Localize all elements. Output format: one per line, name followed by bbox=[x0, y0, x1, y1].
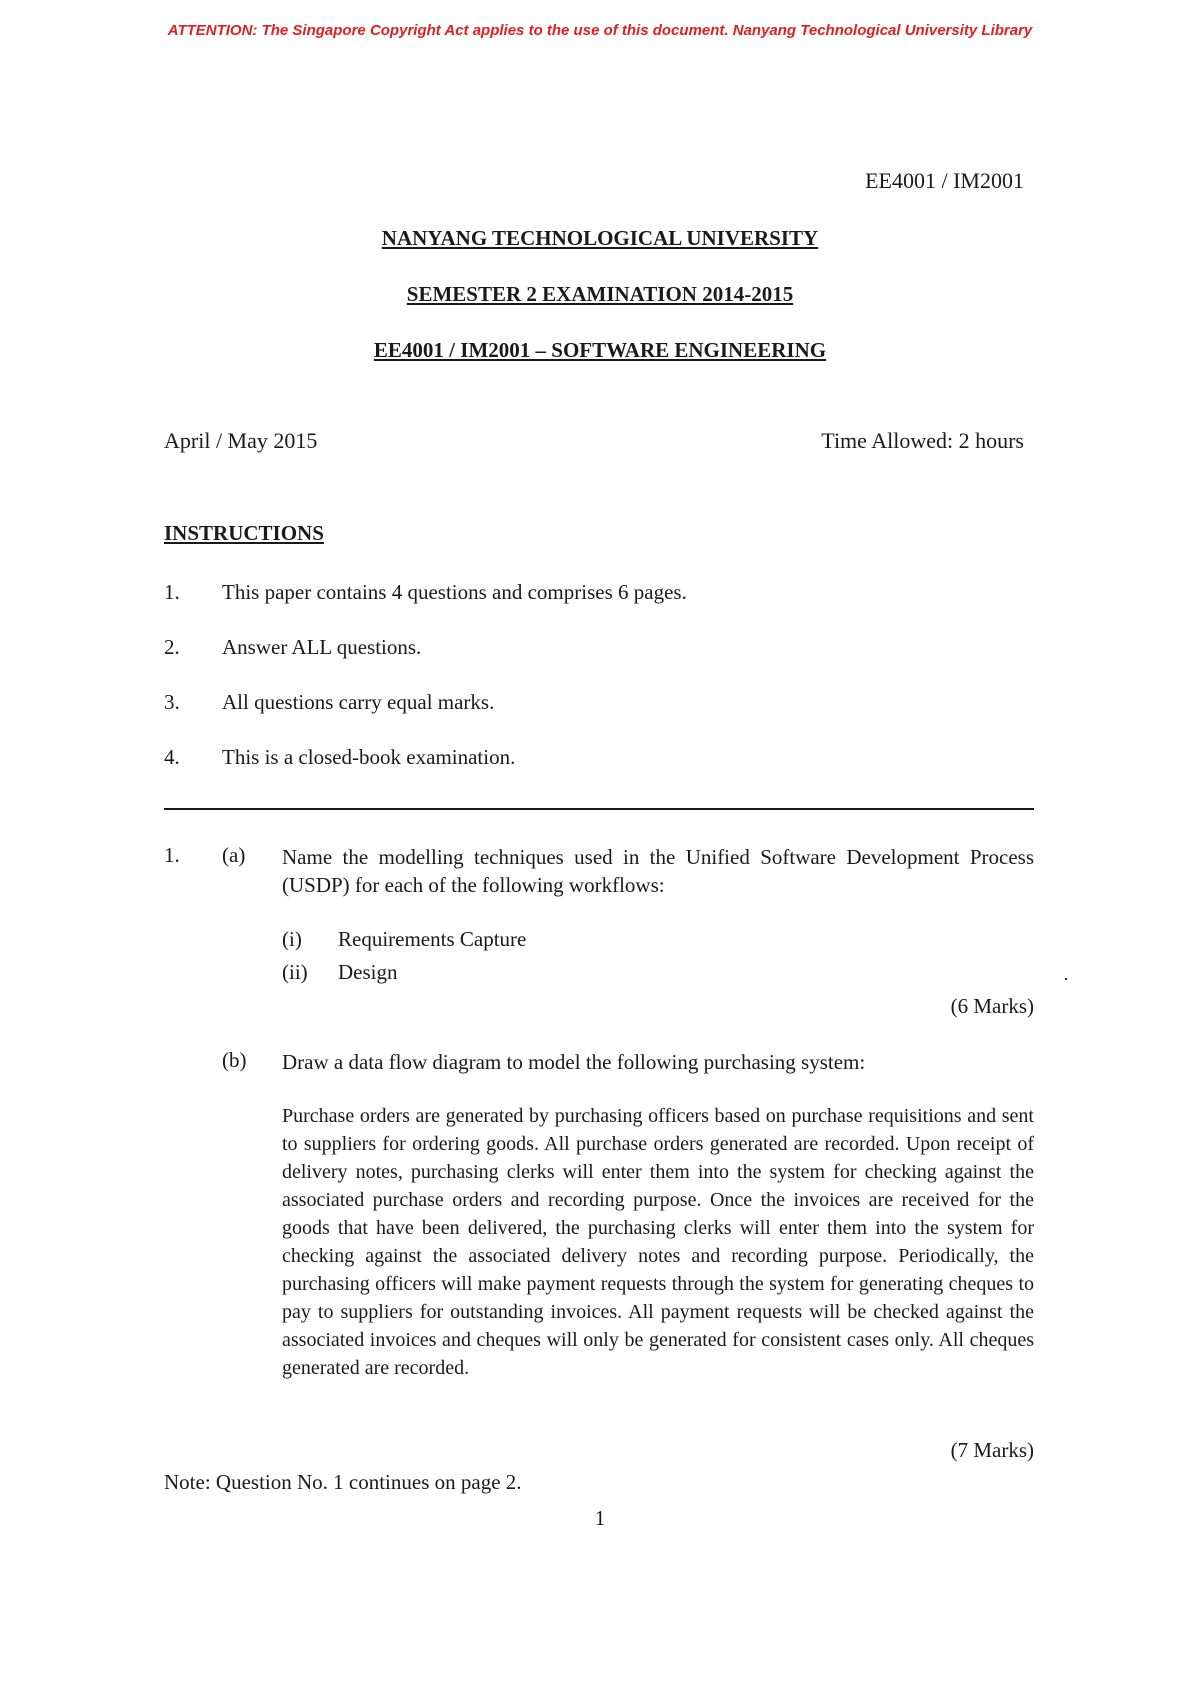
instruction-text: Answer ALL questions. bbox=[222, 635, 422, 659]
instruction-text: This is a closed-book examination. bbox=[222, 745, 516, 769]
instruction-number: 1. bbox=[164, 580, 180, 604]
copyright-watermark: ATTENTION: The Singapore Copyright Act applies to the use of this document. Nanyang Technological University Library bbox=[167, 22, 1033, 39]
instruction-item bbox=[164, 580, 687, 605]
workflow-roman: (ii) bbox=[282, 960, 308, 984]
workflow-roman: (i) bbox=[282, 927, 302, 951]
question-number: 1. bbox=[164, 843, 180, 867]
instruction-item bbox=[164, 690, 494, 715]
workflow-text: Design bbox=[338, 960, 398, 984]
part-a-text: Name the modelling techniques used in the Unified Software Development Process (USDP) for each of the following workflows: bbox=[282, 845, 1034, 897]
instruction-item bbox=[164, 745, 515, 770]
time-allowed: Time Allowed: 2 hours bbox=[821, 428, 1024, 453]
scan-speck bbox=[1065, 978, 1067, 980]
instruction-number: 3. bbox=[164, 690, 180, 714]
exam-title: SEMESTER 2 EXAMINATION 2014-2015 bbox=[406, 282, 794, 306]
course-title: EE4001 / IM2001 – SOFTWARE ENGINEERING bbox=[373, 338, 827, 362]
course-code: EE4001 / IM2001 bbox=[865, 168, 1024, 193]
continuation-note: Note: Question No. 1 continues on page 2. bbox=[164, 1470, 522, 1494]
purchasing-system-description: Purchase orders are generated by purchasing officers based on purchase requisitions and sent to suppliers for ordering goods. All purchase orders generated are recorded. Upon receipt of delivery notes, purchasing clerks will enter them into the system for checking against the associated purchase orders and recording purpose. Once the invoices are received for the goods that have been delivered, the purchasing clerks will enter them into the system for checking against the associated delivery notes and recording purpose. Periodically, the purchasing officers will make payment requests through the system for generating cheques to pay to suppliers for outstanding invoices. All payment requests will be checked against the associated invoices and cheques will only be generated for consistent cases only. All cheques generated are recorded. bbox=[282, 1105, 1034, 1379]
page-number: 1 bbox=[594, 1506, 606, 1530]
workflow-text: Requirements Capture bbox=[338, 927, 527, 951]
part-b-label: (b) bbox=[222, 1048, 247, 1072]
instructions-heading: INSTRUCTIONS bbox=[164, 521, 324, 545]
workflow-item bbox=[282, 927, 526, 952]
exam-date: April / May 2015 bbox=[164, 428, 318, 453]
part-a-marks: (6 Marks) bbox=[950, 994, 1034, 1018]
part-a-label: (a) bbox=[222, 843, 246, 867]
section-divider bbox=[164, 808, 1034, 810]
instruction-item bbox=[164, 635, 421, 660]
instruction-number: 4. bbox=[164, 745, 180, 769]
instruction-text: All questions carry equal marks. bbox=[222, 690, 495, 714]
instruction-text: This paper contains 4 questions and comprises 6 pages. bbox=[222, 580, 687, 604]
instruction-number: 2. bbox=[164, 635, 180, 659]
university-title: NANYANG TECHNOLOGICAL UNIVERSITY bbox=[381, 226, 819, 250]
part-b-marks: (7 Marks) bbox=[950, 1438, 1034, 1462]
part-b-text: Draw a data flow diagram to model the following purchasing system: bbox=[282, 1050, 866, 1074]
workflow-item bbox=[282, 960, 398, 985]
